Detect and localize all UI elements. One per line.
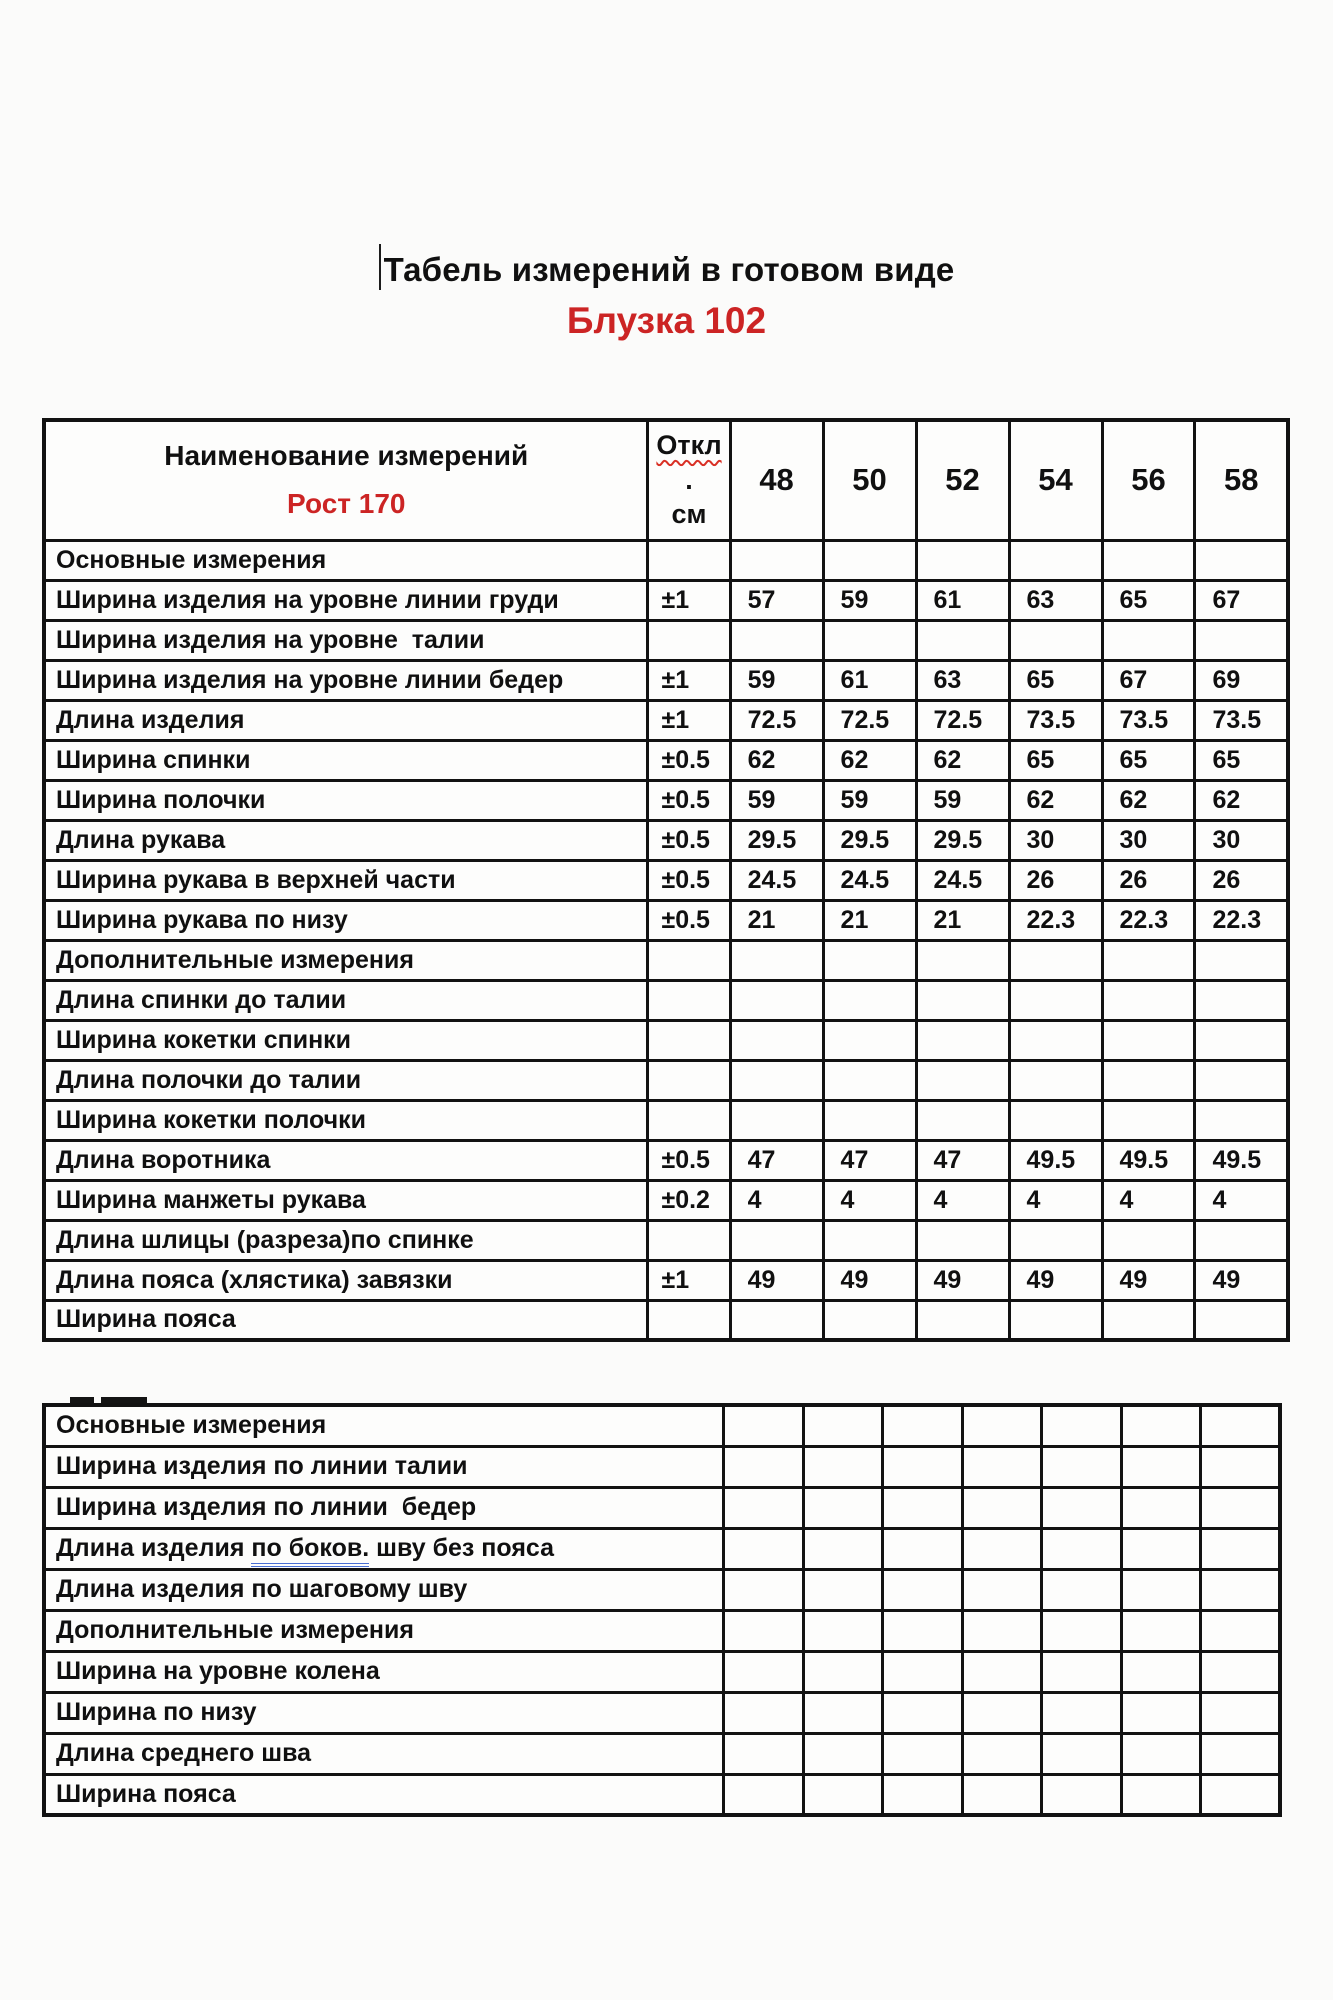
measurement-value [1195, 1060, 1288, 1100]
row-label: Длина рукава [44, 820, 648, 860]
measurement-value [1201, 1651, 1280, 1692]
measurement-value: 63 [916, 660, 1009, 700]
measurement-value: 30 [1195, 820, 1288, 860]
measurement-value [724, 1692, 803, 1733]
measurement-value [730, 1060, 823, 1100]
table-row [44, 700, 1288, 740]
measurement-value [803, 1774, 882, 1815]
measurement-value: 72.5 [823, 700, 916, 740]
measurement-value [916, 1300, 1009, 1340]
measurement-name-header [44, 420, 648, 540]
row-label: Длина спинки до талии [44, 980, 648, 1020]
deviation-value [648, 1020, 730, 1060]
table-row [44, 860, 1288, 900]
measurement-value: 24.5 [730, 860, 823, 900]
measurement-value [1201, 1692, 1280, 1733]
measurement-value: 49 [1195, 1260, 1288, 1300]
measurement-value: 61 [823, 660, 916, 700]
measurement-value [883, 1774, 962, 1815]
deviation-value: ±0.5 [648, 900, 730, 940]
measurement-value [1009, 1020, 1102, 1060]
measurement-value [724, 1405, 803, 1446]
measurement-value [1009, 540, 1102, 580]
table-row [44, 1610, 1280, 1651]
grammar-marked-text: по боков. [251, 1534, 369, 1567]
measurement-value: 72.5 [916, 700, 1009, 740]
measurement-value: 72.5 [730, 700, 823, 740]
table-row [44, 1100, 1288, 1140]
measurement-value [724, 1446, 803, 1487]
table-row [44, 1060, 1288, 1100]
measurement-value [730, 540, 823, 580]
measurement-value: 49 [730, 1260, 823, 1300]
row-label: Дополнительные измерения [44, 1610, 724, 1651]
measurement-value [1195, 1300, 1288, 1340]
row-label: Ширина изделия по линии бедер [44, 1487, 724, 1528]
measurement-value: 49.5 [1009, 1140, 1102, 1180]
row-label: Длина изделия по шаговому шву [44, 1569, 724, 1610]
measurement-value: 30 [1009, 820, 1102, 860]
table-row [44, 1446, 1280, 1487]
measurement-value [916, 1020, 1009, 1060]
table-row [44, 1020, 1288, 1060]
measurement-value: 73.5 [1009, 700, 1102, 740]
measurement-value [1121, 1528, 1200, 1569]
measurement-value: 59 [730, 660, 823, 700]
table-row [44, 1220, 1288, 1260]
deviation-value [648, 540, 730, 580]
measurement-value [1009, 620, 1102, 660]
measurement-value [823, 1020, 916, 1060]
measurement-value [883, 1446, 962, 1487]
measurement-value [883, 1569, 962, 1610]
measurement-value [962, 1774, 1041, 1815]
row-label: Длина пояса (хлястика) завязки [44, 1260, 648, 1300]
table-row [44, 540, 1288, 580]
row-label: Ширина кокетки полочки [44, 1100, 648, 1140]
measurement-value [1009, 980, 1102, 1020]
measurement-value: 57 [730, 580, 823, 620]
measurement-value [724, 1651, 803, 1692]
row-label: Ширина полочки [44, 780, 648, 820]
table-row [44, 1569, 1280, 1610]
measurement-value [803, 1446, 882, 1487]
measurement-value [883, 1405, 962, 1446]
measurement-value [724, 1774, 803, 1815]
measurement-value: 59 [823, 580, 916, 620]
measurement-value [1201, 1446, 1280, 1487]
row-label: Ширина изделия по линии талии [44, 1446, 724, 1487]
table-row [44, 660, 1288, 700]
measurement-value: 62 [730, 740, 823, 780]
measurement-value [1121, 1569, 1200, 1610]
measurement-value [1042, 1692, 1121, 1733]
measurement-value [1195, 1020, 1288, 1060]
measurement-value: 47 [730, 1140, 823, 1180]
measurement-value [803, 1528, 882, 1569]
measurement-value [1121, 1487, 1200, 1528]
measurement-value [883, 1487, 962, 1528]
measurement-value: 24.5 [823, 860, 916, 900]
measurement-value: 4 [730, 1180, 823, 1220]
measurement-value [1102, 1020, 1195, 1060]
measurement-value [1042, 1774, 1121, 1815]
measurement-value: 26 [1009, 860, 1102, 900]
table-row [44, 580, 1288, 620]
size-column-header: 56 [1102, 420, 1195, 540]
measurement-value: 59 [730, 780, 823, 820]
measurement-value: 26 [1195, 860, 1288, 900]
measurement-value [724, 1733, 803, 1774]
measurement-value [1042, 1446, 1121, 1487]
measurement-value [724, 1569, 803, 1610]
measurement-value: 65 [1102, 740, 1195, 780]
measurement-value [803, 1405, 882, 1446]
measurement-value [916, 940, 1009, 980]
deviation-value: ±0.5 [648, 740, 730, 780]
row-label: Основные измерения [44, 1405, 724, 1446]
measurement-value [883, 1733, 962, 1774]
table-row [44, 1300, 1288, 1340]
measurement-value [916, 540, 1009, 580]
row-label: Длина среднего шва [44, 1733, 724, 1774]
size-column-header: 48 [730, 420, 823, 540]
measurement-value [1042, 1405, 1121, 1446]
measurement-value: 69 [1195, 660, 1288, 700]
measurement-value [962, 1651, 1041, 1692]
measurement-value: 29.5 [916, 820, 1009, 860]
measurement-value [883, 1651, 962, 1692]
measurement-value: 24.5 [916, 860, 1009, 900]
row-label: Ширина спинки [44, 740, 648, 780]
measurement-value [1121, 1651, 1200, 1692]
measurement-value: 4 [1102, 1180, 1195, 1220]
measurement-value: 4 [823, 1180, 916, 1220]
measurement-value [1201, 1774, 1280, 1815]
measurement-value [962, 1405, 1041, 1446]
measurement-value [1042, 1610, 1121, 1651]
measurement-value [916, 1100, 1009, 1140]
row-label: Длина полочки до талии [44, 1060, 648, 1100]
measurement-table-empty [42, 1403, 1282, 1817]
table-row [44, 620, 1288, 660]
size-column-header: 54 [1009, 420, 1102, 540]
measurement-value [823, 940, 916, 980]
measurement-value: 62 [1009, 780, 1102, 820]
measurement-value [916, 980, 1009, 1020]
row-label: Ширина изделия на уровне линии груди [44, 580, 648, 620]
measurement-value [1042, 1487, 1121, 1528]
measurement-value [1102, 540, 1195, 580]
row-label: Ширина на уровне колена [44, 1651, 724, 1692]
measurement-value [730, 940, 823, 980]
row-label: Длина изделия по боков. шву без пояса [44, 1528, 724, 1569]
measurement-value [1102, 1100, 1195, 1140]
measurement-value: 73.5 [1102, 700, 1195, 740]
measurement-value [803, 1733, 882, 1774]
deviation-value: ±0.5 [648, 820, 730, 860]
deviation-value: ±1 [648, 660, 730, 700]
document-title [0, 244, 1333, 290]
measurement-value [962, 1528, 1041, 1569]
measurement-value [823, 1060, 916, 1100]
measurement-value [883, 1692, 962, 1733]
measurement-value [1042, 1569, 1121, 1610]
measurement-value [1102, 980, 1195, 1020]
measurement-value [1121, 1405, 1200, 1446]
row-label: Длина воротника [44, 1140, 648, 1180]
measurement-value: 49.5 [1195, 1140, 1288, 1180]
measurement-value [730, 1300, 823, 1340]
measurement-value [1009, 1300, 1102, 1340]
measurement-value [730, 1100, 823, 1140]
measurement-value [724, 1610, 803, 1651]
deviation-value [648, 1100, 730, 1140]
measurement-value: 63 [1009, 580, 1102, 620]
row-label: Длина шлицы (разреза)по спинке [44, 1220, 648, 1260]
measurement-value [724, 1487, 803, 1528]
measurement-value: 49 [1009, 1260, 1102, 1300]
table-row [44, 820, 1288, 860]
measurement-value: 59 [823, 780, 916, 820]
measurement-value [1195, 1100, 1288, 1140]
measurement-value [1195, 540, 1288, 580]
measurement-value [1102, 620, 1195, 660]
measurement-value [1009, 1060, 1102, 1100]
measurement-value [730, 980, 823, 1020]
measurement-value: 62 [1102, 780, 1195, 820]
measurement-value [1201, 1528, 1280, 1569]
measurement-value: 22.3 [1195, 900, 1288, 940]
measurement-value [1121, 1774, 1200, 1815]
measurement-value: 62 [916, 740, 1009, 780]
measurement-value [1201, 1405, 1280, 1446]
deviation-value [648, 1060, 730, 1100]
size-column-header: 58 [1195, 420, 1288, 540]
row-label: Ширина рукава по низу [44, 900, 648, 940]
table-row [44, 1260, 1288, 1300]
measurement-value: 21 [823, 900, 916, 940]
measurement-value [730, 1020, 823, 1060]
measurement-value: 4 [1195, 1180, 1288, 1220]
measurement-value [1009, 1220, 1102, 1260]
measurement-value: 65 [1009, 740, 1102, 780]
table-row [44, 1733, 1280, 1774]
measurement-value [724, 1528, 803, 1569]
deviation-value: ±0.5 [648, 1140, 730, 1180]
measurement-value [1195, 620, 1288, 660]
deviation-value [648, 620, 730, 660]
row-label: Ширина рукава в верхней части [44, 860, 648, 900]
table-row [44, 1692, 1280, 1733]
measurement-value [803, 1569, 882, 1610]
measurement-value: 65 [1102, 580, 1195, 620]
row-label: Дополнительные измерения [44, 940, 648, 980]
measurement-value [962, 1610, 1041, 1651]
deviation-value [648, 940, 730, 980]
row-label: Длина изделия [44, 700, 648, 740]
measurement-value [823, 1220, 916, 1260]
measurement-value: 47 [823, 1140, 916, 1180]
measurement-table-filled [42, 418, 1290, 1342]
deviation-value: ±1 [648, 1260, 730, 1300]
measurement-value [883, 1528, 962, 1569]
measurement-value [803, 1610, 882, 1651]
table-row [44, 1140, 1288, 1180]
measurement-value [823, 980, 916, 1020]
deviation-value [648, 1220, 730, 1260]
measurement-value [1201, 1487, 1280, 1528]
measurement-value [962, 1569, 1041, 1610]
measurement-value [1195, 1220, 1288, 1260]
measurement-value: 67 [1102, 660, 1195, 700]
measurement-value: 67 [1195, 580, 1288, 620]
table-row [44, 1487, 1280, 1528]
measurement-value [1102, 1220, 1195, 1260]
row-label: Ширина по низу [44, 1692, 724, 1733]
table-row [44, 900, 1288, 940]
row-label: Ширина пояса [44, 1774, 724, 1815]
deviation-value: ±1 [648, 580, 730, 620]
deviation-dot: . [685, 464, 693, 495]
measurement-value: 59 [916, 780, 1009, 820]
measurement-value [1201, 1733, 1280, 1774]
measurement-value: 21 [730, 900, 823, 940]
measurement-value [823, 540, 916, 580]
table-row [44, 1774, 1280, 1815]
measurement-value [1102, 1060, 1195, 1100]
measurement-value [916, 1220, 1009, 1260]
deviation-value: ±0.5 [648, 860, 730, 900]
size-column-header: 50 [823, 420, 916, 540]
measurement-value: 4 [1009, 1180, 1102, 1220]
measurement-value [962, 1733, 1041, 1774]
table-row [44, 1651, 1280, 1692]
measurement-value: 4 [916, 1180, 1009, 1220]
row-label: Ширина манжеты рукава [44, 1180, 648, 1220]
measurement-value: 22.3 [1102, 900, 1195, 940]
deviation-value: ±0.5 [648, 780, 730, 820]
measurement-value [1201, 1569, 1280, 1610]
measurement-value [823, 1100, 916, 1140]
measurement-value [1042, 1651, 1121, 1692]
measurement-value [1121, 1692, 1200, 1733]
deviation-value [648, 980, 730, 1020]
measurement-value [1195, 940, 1288, 980]
measurement-value: 49 [1102, 1260, 1195, 1300]
measurement-value [730, 620, 823, 660]
measurement-value [1042, 1733, 1121, 1774]
deviation-header [648, 420, 730, 540]
measurement-value [962, 1692, 1041, 1733]
measurement-value [962, 1487, 1041, 1528]
table-row [44, 1528, 1280, 1569]
text-cursor[interactable] [379, 244, 381, 290]
measurement-value: 22.3 [1009, 900, 1102, 940]
table-row [44, 1180, 1288, 1220]
deviation-word: Откл [656, 430, 722, 461]
table-row [44, 980, 1288, 1020]
measurement-value: 47 [916, 1140, 1009, 1180]
row-label: Ширина кокетки спинки [44, 1020, 648, 1060]
measurement-value [883, 1610, 962, 1651]
measurement-value: 29.5 [823, 820, 916, 860]
table-row [44, 740, 1288, 780]
measurement-value: 73.5 [1195, 700, 1288, 740]
measurement-value: 29.5 [730, 820, 823, 860]
deviation-value: ±1 [648, 700, 730, 740]
measurement-value [1195, 980, 1288, 1020]
table-header-row [44, 420, 1288, 540]
measurement-value [803, 1487, 882, 1528]
table-row [44, 1405, 1280, 1446]
measurement-value [803, 1651, 882, 1692]
document-subtitle: Блузка 102 [566, 300, 767, 341]
row-label: Ширина пояса [44, 1300, 648, 1340]
measurement-value [803, 1692, 882, 1733]
row-label: Основные измерения [44, 540, 648, 580]
measurement-value: 30 [1102, 820, 1195, 860]
document-title-text: Табель измерений в готовом виде [383, 251, 955, 288]
measurement-value [1102, 1300, 1195, 1340]
table-row [44, 940, 1288, 980]
measurement-value [1121, 1733, 1200, 1774]
measurement-value: 65 [1195, 740, 1288, 780]
measurement-value: 49 [916, 1260, 1009, 1300]
deviation-value: ±0.2 [648, 1180, 730, 1220]
measurement-value: 62 [1195, 780, 1288, 820]
measurement-value: 65 [1009, 660, 1102, 700]
measurement-value [1042, 1528, 1121, 1569]
height-label: Рост 170 [286, 488, 406, 520]
measurement-value [916, 620, 1009, 660]
measurement-value [1009, 1100, 1102, 1140]
measurement-value: 49 [823, 1260, 916, 1300]
measurement-value: 49.5 [1102, 1140, 1195, 1180]
measurement-value [1121, 1610, 1200, 1651]
measurement-value: 62 [823, 740, 916, 780]
size-column-header: 52 [916, 420, 1009, 540]
table-row [44, 780, 1288, 820]
measurement-value [730, 1220, 823, 1260]
measurement-value: 26 [1102, 860, 1195, 900]
row-label: Ширина изделия на уровне линии бедер [44, 660, 648, 700]
measurement-value [916, 1060, 1009, 1100]
measurement-value [823, 1300, 916, 1340]
measurement-value [1121, 1446, 1200, 1487]
measurement-name-label: Наименование измерений [164, 440, 529, 472]
deviation-unit: см [671, 499, 707, 530]
measurement-value: 21 [916, 900, 1009, 940]
row-label: Ширина изделия на уровне талии [44, 620, 648, 660]
deviation-value [648, 1300, 730, 1340]
measurement-value: 61 [916, 580, 1009, 620]
measurement-value [1009, 940, 1102, 980]
measurement-value [1201, 1610, 1280, 1651]
measurement-value [823, 620, 916, 660]
measurement-value [962, 1446, 1041, 1487]
measurement-value [1102, 940, 1195, 980]
